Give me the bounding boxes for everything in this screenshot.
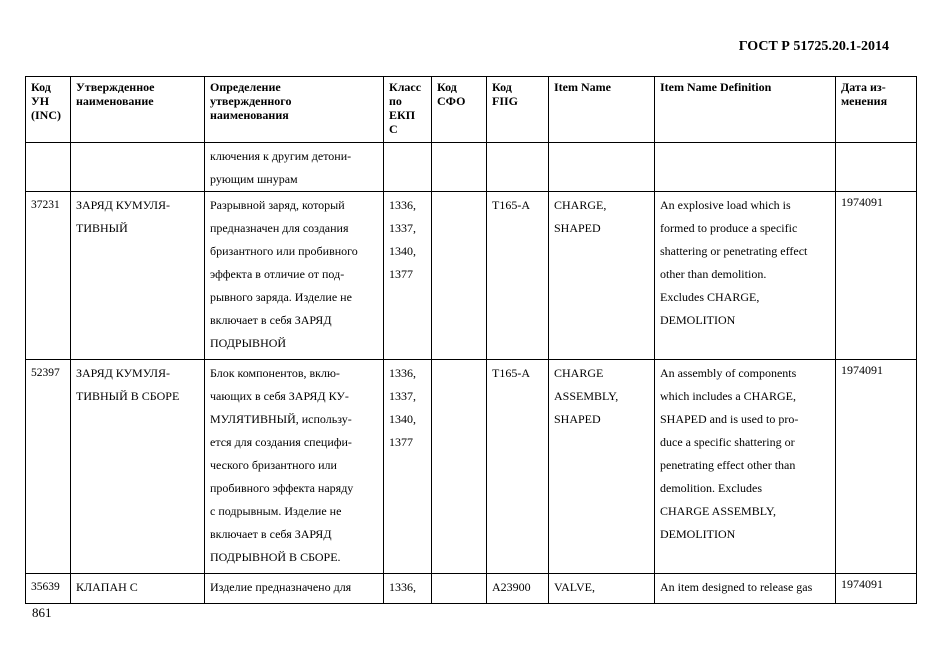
cell-line: CHARGE [554,366,604,380]
cell-line: рывного заряда. Изделие не [210,290,352,304]
cell-date [836,360,917,574]
header-line: (INC) [31,108,61,122]
cell-name [71,192,205,360]
table-row [26,192,917,360]
col-header-class [384,77,432,143]
cell-line: T165-A [492,198,530,212]
cell-definition [205,192,384,360]
cell-line: 1974091 [841,195,883,209]
header-line: Класс [389,80,422,94]
col-header-sfo [432,77,487,143]
cell-line: 1337, [389,221,416,235]
header-line: по [389,94,402,108]
header-line: Определение [210,80,281,94]
col-header-definition [205,77,384,143]
cell-line: 1337, [389,389,416,403]
cell-line: SHAPED and is used to pro- [660,412,799,426]
cell-fiig [487,192,549,360]
cell-line: МУЛЯТИВНЫЙ, использу- [210,412,352,426]
cell-line: A23900 [492,580,531,594]
cell-line: включает в себя ЗАРЯД [210,313,332,327]
cell-line: DEMOLITION [660,313,736,327]
cell-class [384,192,432,360]
cell-line: demolition. Excludes [660,481,762,495]
header-line: Дата из- [841,80,886,94]
table-row [26,574,917,604]
cell-line: ется для создания специфи- [210,435,352,449]
cell-line: An item designed to release gas [660,580,813,594]
cell-sfo [432,143,487,192]
cell-name [71,574,205,604]
header-line: менения [841,94,888,108]
cell-line: с подрывным. Изделие не [210,504,342,518]
cell-line: Блок компонентов, вклю- [210,366,340,380]
cell-item-definition [655,574,836,604]
col-header-item-definition [655,77,836,143]
cell-line: ЗАРЯД КУМУЛЯ- [76,198,170,212]
cell-line: penetrating effect other than [660,458,796,472]
cell-definition [205,574,384,604]
cell-line: An assembly of components [660,366,797,380]
cell-sfo [432,574,487,604]
cell-line: SHAPED [554,221,601,235]
col-header-name [71,77,205,143]
table-row [26,143,917,192]
cell-line: 1974091 [841,363,883,377]
catalog-table [25,76,917,604]
cell-line: 1340, [389,412,416,426]
cell-line: ТИВНЫЙ В СБОРЕ [76,389,180,403]
cell-line: formed to produce a specific [660,221,798,235]
header-line: Код [437,80,457,94]
cell-line: ТИВНЫЙ [76,221,128,235]
cell-sfo [432,360,487,574]
cell-line: CHARGE ASSEMBLY, [660,504,776,518]
cell-class [384,360,432,574]
cell-line: 1974091 [841,577,883,591]
header-line: наименование [76,94,154,108]
cell-line: other than demolition. [660,267,767,281]
cell-name [71,360,205,574]
cell-item-name [549,574,655,604]
cell-definition [205,143,384,192]
cell-line: ASSEMBLY, [554,389,619,403]
cell-fiig [487,143,549,192]
document-code: ГОСТ Р 51725.20.1-2014 [738,39,889,54]
page-number: 861 [32,605,52,620]
col-header-fiig [487,77,549,143]
cell-line: предназначен для создания [210,221,349,235]
cell-line: 52397 [31,367,60,379]
header-line: Утвержденное [76,80,155,94]
cell-line: 35639 [31,581,60,593]
cell-fiig [487,360,549,574]
cell-code [26,143,71,192]
cell-line: ключения к другим детони- [210,149,352,163]
cell-line: эффекта в отличие от под- [210,267,345,281]
cell-line: 1340, [389,244,416,258]
cell-item-definition [655,192,836,360]
col-header-code [26,77,71,143]
cell-code [26,360,71,574]
cell-line: 1377 [389,267,413,281]
header-row [26,77,917,143]
cell-item-definition [655,143,836,192]
cell-item-name [549,360,655,574]
header-line: ЕКП [389,108,416,122]
cell-class [384,143,432,192]
cell-item-name [549,143,655,192]
cell-definition [205,360,384,574]
header-line: Item Name [554,80,611,94]
header-line: наименования [210,108,289,122]
header-line: Код [492,80,512,94]
cell-line: which includes a CHARGE, [660,389,796,403]
cell-item-name [549,192,655,360]
table-row [26,360,917,574]
cell-line: duce a specific shattering or [660,435,795,449]
col-header-date [836,77,917,143]
cell-line: shattering or penetrating effect [660,244,808,258]
cell-line: DEMOLITION [660,527,736,541]
cell-line: Excludes CHARGE, [660,290,760,304]
cell-line: T165-A [492,366,530,380]
cell-sfo [432,192,487,360]
cell-date [836,192,917,360]
header-line: С [389,122,398,136]
cell-line: CHARGE, [554,198,607,212]
col-header-item-name [549,77,655,143]
header-line: утвержденного [210,94,292,108]
cell-line: 1377 [389,435,413,449]
cell-name [71,143,205,192]
cell-line: An explosive load which is [660,198,791,212]
cell-code [26,574,71,604]
header-line: FIIG [492,94,519,108]
cell-line: ПОДРЫВНОЙ В СБОРЕ. [210,550,341,564]
cell-line: ПОДРЫВНОЙ [210,336,287,350]
cell-line: Разрывной заряд, который [210,198,345,212]
cell-date [836,143,917,192]
cell-line: 37231 [31,199,60,211]
cell-code [26,192,71,360]
cell-line: пробивного эффекта наряду [210,481,354,495]
cell-line: 1336, [389,580,416,594]
header-line: УН [31,94,50,108]
cell-line: Изделие предназначено для [210,580,352,594]
cell-line: 1336, [389,366,416,380]
cell-line: включает в себя ЗАРЯД [210,527,332,541]
cell-line: SHAPED [554,412,601,426]
cell-date [836,574,917,604]
cell-line: VALVE, [554,580,596,594]
cell-line: КЛАПАН С [76,580,138,594]
cell-line: чающих в себя ЗАРЯД КУ- [210,389,349,403]
cell-class [384,574,432,604]
cell-item-definition [655,360,836,574]
header-line: Item Name Definition [660,80,772,94]
cell-fiig [487,574,549,604]
cell-line: ЗАРЯД КУМУЛЯ- [76,366,170,380]
header-line: СФО [437,94,466,108]
header-line: Код [31,80,51,94]
cell-line: бризантного или пробивного [210,244,358,258]
cell-line: 1336, [389,198,416,212]
cell-line: рующим шнурам [210,172,298,186]
cell-line: ческого бризантного или [210,458,337,472]
